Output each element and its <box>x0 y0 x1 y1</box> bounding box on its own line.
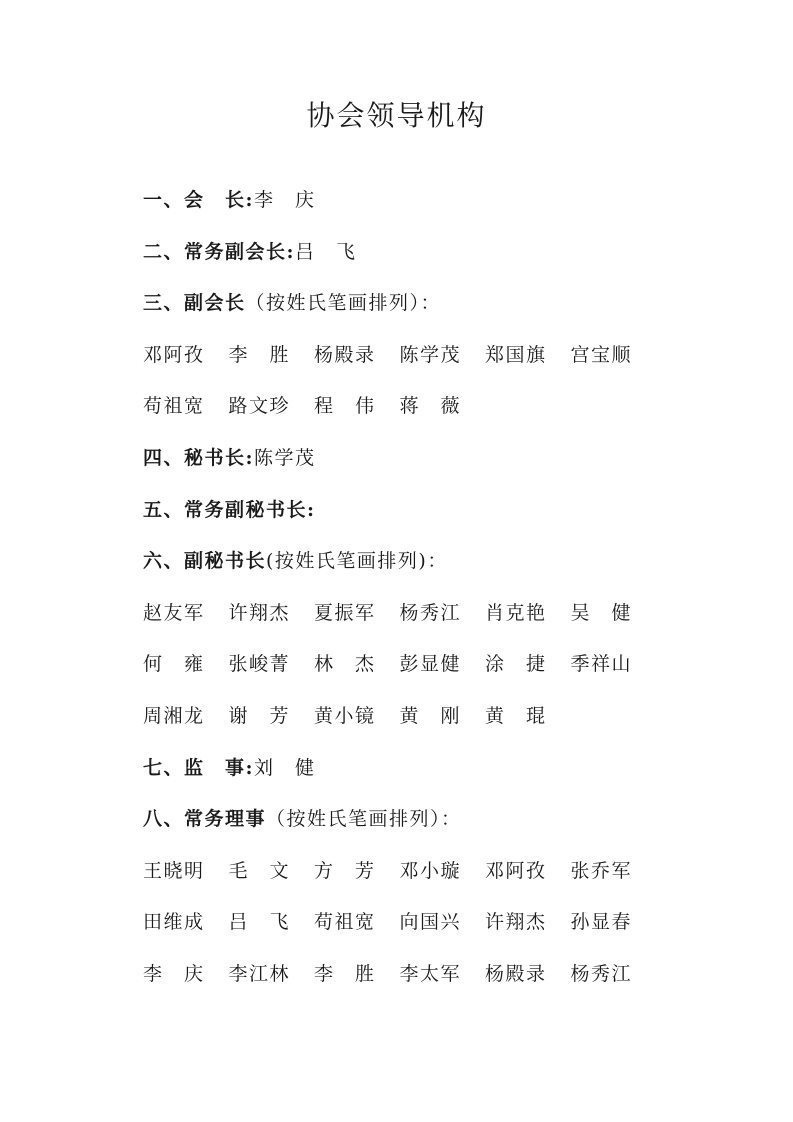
person-name: 方 芳 <box>314 859 376 882</box>
name-row <box>143 698 663 750</box>
section-president <box>143 182 663 234</box>
person-name: 彭显健 <box>399 653 462 676</box>
person-name: 李 胜 <box>314 962 376 985</box>
section-value: （按姓氏笔画排列）： <box>266 808 462 831</box>
person-name: 周湘龙 <box>143 704 205 727</box>
person-name: 杨秀江 <box>399 601 462 624</box>
person-name: 张峻菁 <box>228 653 291 676</box>
section-label: 七、监 事: <box>143 756 255 779</box>
person-name: 郑国旗 <box>485 343 547 366</box>
section-deputy-secretaries <box>143 543 663 595</box>
person-name: 苟祖宽 <box>314 911 376 934</box>
person-name: 王晓明 <box>143 859 205 882</box>
person-name: 谢 芳 <box>228 704 291 727</box>
person-name: 李江林 <box>228 962 291 985</box>
section-exec-directors <box>143 801 663 853</box>
name-row <box>143 853 663 905</box>
section-label: 六、副秘书长 <box>143 550 267 573</box>
section-secretary-general <box>143 440 663 492</box>
section-label: 五、常务副秘书长: <box>143 498 316 521</box>
person-name: 杨殿录 <box>485 962 547 985</box>
section-value: 吕 飞 <box>295 240 357 263</box>
person-name: 季祥山 <box>570 653 633 676</box>
person-name: 吴 健 <box>570 601 633 624</box>
person-name: 黄小镜 <box>314 704 376 727</box>
section-value: (按姓氏笔画排列)： <box>266 550 448 573</box>
person-name: 向国兴 <box>399 911 462 934</box>
person-name: 肖克艳 <box>485 601 547 624</box>
person-name: 许翔杰 <box>485 911 547 934</box>
person-name: 涂 捷 <box>485 653 547 676</box>
name-row <box>143 646 663 698</box>
person-name: 邓阿孜 <box>143 343 205 366</box>
person-name: 邓小璇 <box>399 859 462 882</box>
person-name: 蒋 薇 <box>399 395 462 418</box>
section-value: 李 庆 <box>254 189 316 211</box>
person-name: 何 雍 <box>143 653 205 676</box>
name-row <box>143 956 663 1008</box>
name-row <box>143 904 663 956</box>
person-name: 宫宝顺 <box>570 343 633 366</box>
person-name: 孙显春 <box>570 911 633 934</box>
content-lines <box>143 182 663 1008</box>
person-name: 黄 琨 <box>485 704 547 727</box>
person-name: 许翔杰 <box>228 601 291 624</box>
person-name: 赵友军 <box>143 601 205 624</box>
person-name: 杨秀江 <box>570 962 633 985</box>
name-row <box>143 595 663 647</box>
person-name: 夏振军 <box>314 601 376 624</box>
section-label: 二、常务副会长: <box>143 240 296 263</box>
person-name: 黄 刚 <box>399 704 462 727</box>
section-value: （按姓氏笔画排列）： <box>245 292 442 315</box>
person-name: 李太军 <box>399 962 462 985</box>
name-row <box>143 388 663 440</box>
section-value: 陈学茂 <box>254 446 316 469</box>
person-name: 苟祖宽 <box>143 395 205 418</box>
section-label: 四、秘书长: <box>143 446 255 469</box>
person-name: 李 胜 <box>228 343 291 366</box>
page-title: 协会领导机构 <box>306 99 487 132</box>
section-exec-vice-president <box>143 234 663 286</box>
section-exec-deputy-secretary <box>143 492 663 544</box>
person-name: 吕 飞 <box>228 911 291 934</box>
person-name: 张乔军 <box>570 859 633 882</box>
person-name: 陈学茂 <box>399 343 462 366</box>
person-name: 田维成 <box>143 911 205 934</box>
section-vice-presidents <box>143 285 663 337</box>
section-label: 八、常务理事 <box>143 808 267 831</box>
name-row <box>143 337 663 389</box>
person-name: 邓阿孜 <box>485 859 547 882</box>
person-name: 杨殿录 <box>314 343 376 366</box>
person-name: 林 杰 <box>314 653 376 676</box>
person-name: 程 伟 <box>314 395 376 418</box>
section-label: 一、会 长: <box>143 189 255 211</box>
section-value: 刘 健 <box>254 756 316 779</box>
person-name: 毛 文 <box>228 859 291 882</box>
person-name: 路文珍 <box>228 395 291 418</box>
section-label: 三、副会长 <box>143 292 246 315</box>
person-name: 李 庆 <box>143 962 205 985</box>
section-supervisor <box>143 750 663 802</box>
